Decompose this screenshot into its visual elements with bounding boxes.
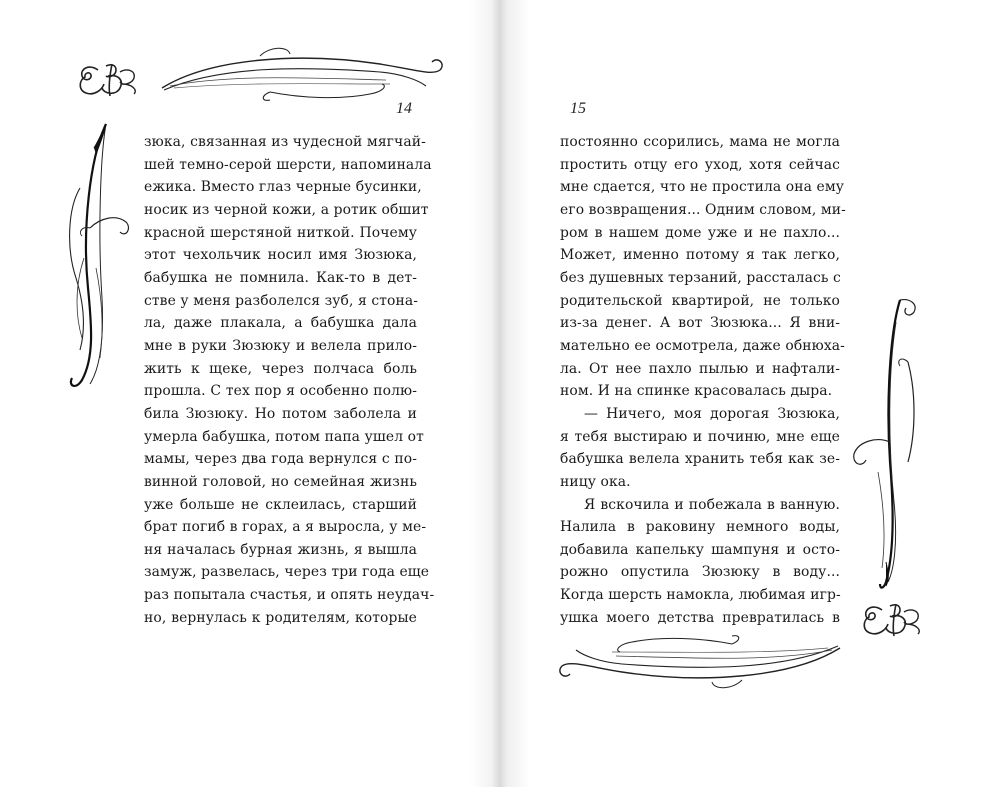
flourish-top-ornament bbox=[150, 44, 450, 104]
text-line: Налила в раковину немного воды, bbox=[560, 519, 840, 536]
text-line: рожно опустила Зюзюку в воду... bbox=[560, 564, 840, 581]
flourish-bottom-ornament bbox=[552, 632, 852, 692]
page-number-right: 15 bbox=[570, 100, 586, 117]
text-line: раз попытала счастья, и опять неудач- bbox=[144, 587, 435, 604]
text-line: стве у меня разболелся зуб, я стона- bbox=[144, 292, 419, 309]
text-line: ром в нашем доме уже и не пахло... bbox=[560, 224, 840, 241]
right-page-text bbox=[560, 131, 846, 629]
text-line: прошла. С тех пор я особенно полю- bbox=[144, 383, 417, 400]
flourish-vertical-left-ornament bbox=[60, 118, 140, 398]
text-line: но, вернулась к родителям, которые bbox=[144, 609, 417, 626]
text-line: жить к щеке, через полчаса боль bbox=[144, 360, 417, 377]
text-line: била Зюзюку. Но потом заболела и bbox=[144, 405, 417, 422]
text-line: я тебя выстираю и починю, мне еще bbox=[560, 428, 840, 445]
text-line: мамы, через два года вернулся с по- bbox=[144, 451, 417, 468]
text-line: постоянно ссорились, мама не могла bbox=[560, 134, 840, 150]
text-line: бабушка не помнила. Как-то в дет- bbox=[144, 269, 417, 286]
text-line: ежика. Вместо глаз черные бусинки, bbox=[144, 179, 422, 196]
text-line: бабушка велела хранить тебя как зе- bbox=[560, 451, 840, 468]
text-line: ня началась бурная жизнь, я вышла bbox=[144, 541, 417, 558]
text-line: брат погиб в горах, а я выросла, у ме- bbox=[144, 519, 427, 536]
text-line: ницу ока. bbox=[560, 473, 631, 490]
monogram-icon bbox=[860, 598, 928, 640]
text-line: родительской квартирой, не только bbox=[560, 292, 840, 309]
text-line: мне сдается, что не простила она ему bbox=[560, 179, 845, 196]
text-line: без душевных терзаний, рассталась с bbox=[560, 269, 841, 286]
text-line: замуж, развелась, через три года еще bbox=[144, 564, 430, 581]
text-line: уже больше не склеилась, старший bbox=[144, 496, 417, 513]
text-line: этот чехольчик носил имя Зюзюка, bbox=[144, 247, 417, 264]
text-line: из-за денег. А вот Зюзюка... Я вни- bbox=[560, 315, 840, 332]
text-line: Я вскочила и побежала в ванную. bbox=[584, 496, 840, 513]
left-page-text bbox=[144, 131, 435, 629]
text-line: Может, именно потому я так легко, bbox=[560, 247, 840, 264]
text-line: ла, даже плакала, а бабушка дала bbox=[144, 315, 417, 332]
text-line: мательно ее осмотрела, даже обнюха- bbox=[560, 337, 845, 354]
text-line: ушка моего детства превратилась в bbox=[560, 609, 840, 626]
text-line: умерла бабушка, потом папа ушел от bbox=[144, 428, 424, 445]
text-line: винной головой, но семейная жизнь bbox=[144, 473, 417, 490]
text-line: красной шерстяной ниткой. Почему bbox=[144, 224, 417, 241]
text-line: Когда шерсть намокла, любимая игр- bbox=[560, 587, 841, 604]
text-line: — Ничего, моя дорогая Зюзюка, bbox=[584, 405, 840, 422]
text-line: его возвращения... Одним словом, ми- bbox=[560, 201, 846, 218]
text-line: ла. От нее пахло пылью и нафтали- bbox=[560, 360, 840, 377]
text-line: шей темно-серой шерсти, напоминала bbox=[144, 156, 432, 173]
text-line: мне в руки Зюзюку и велела прило- bbox=[144, 337, 417, 354]
text-line: добавила капельку шампуня и осто- bbox=[560, 541, 840, 558]
text-line: зюка, связанная из чудесной мягчай- bbox=[144, 134, 426, 150]
text-line: ном. И на спинке красовалась дыра. bbox=[560, 383, 833, 400]
flourish-vertical-right-ornament bbox=[850, 292, 930, 592]
text-line: простить отцу его уход, хотя сейчас bbox=[560, 156, 840, 173]
text-line: носик из черной кожи, а ротик обшит bbox=[144, 201, 429, 218]
monogram-icon bbox=[76, 58, 144, 100]
page-number-left: 14 bbox=[396, 100, 412, 117]
